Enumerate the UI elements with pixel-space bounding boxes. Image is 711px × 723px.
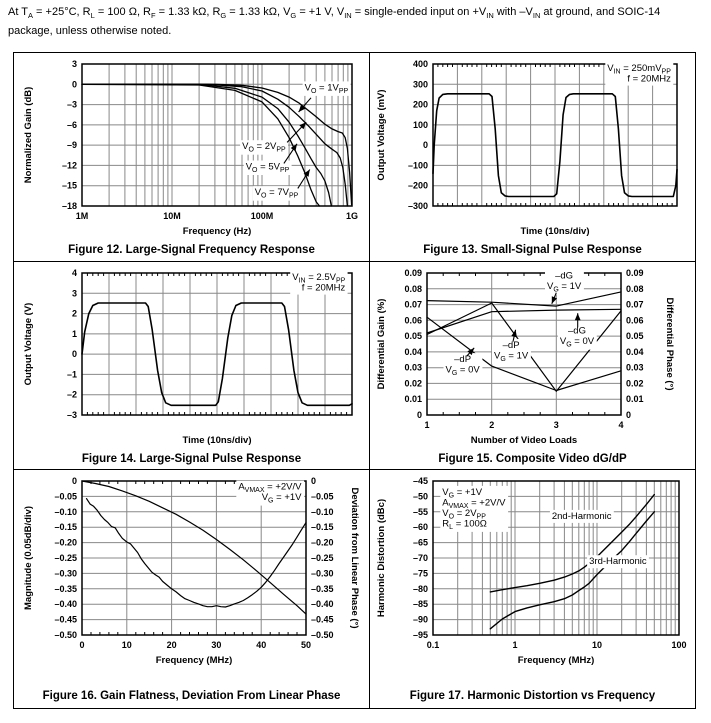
svg-text:–0.40: –0.40 <box>310 599 334 610</box>
figure-15-panel <box>370 262 695 470</box>
svg-text:Differential Gain (%): Differential Gain (%) <box>375 298 387 390</box>
svg-text:–200: –200 <box>407 180 428 191</box>
svg-text:0: 0 <box>416 410 422 420</box>
svg-text:–0.45: –0.45 <box>310 614 334 625</box>
svg-text:20: 20 <box>166 640 177 650</box>
svg-text:–100: –100 <box>407 160 428 171</box>
svg-text:–0.45: –0.45 <box>53 614 77 625</box>
svg-text:1M: 1M <box>75 211 88 221</box>
svg-text:–1: –1 <box>66 369 77 380</box>
svg-text:100M: 100M <box>250 211 273 221</box>
svg-text:–6: –6 <box>66 119 77 130</box>
svg-text:–0.50: –0.50 <box>53 630 77 640</box>
figure-13-panel <box>370 53 695 262</box>
figure-17-panel <box>370 470 695 708</box>
svg-text:VO = 7VPP: $V_O = 7V_{PP}$ <box>254 187 298 200</box>
svg-text:–dP: –dP <box>453 354 471 366</box>
svg-text:0: 0 <box>71 476 77 486</box>
svg-text:Time (10ns/div): Time (10ns/div) <box>520 226 589 237</box>
svg-text:–18: –18 <box>61 201 77 211</box>
svg-text:0.01: 0.01 <box>625 394 644 405</box>
svg-text:–dG: –dG <box>567 325 586 337</box>
svg-text:0.07: 0.07 <box>625 299 644 310</box>
svg-text:–0.10: –0.10 <box>310 506 334 517</box>
figure-12-chart <box>18 56 366 242</box>
svg-text:VIN = 2.5VPP: $V_{IN} = 2.5V_{PP}$ <box>291 272 345 285</box>
figure-12-panel <box>14 53 370 262</box>
svg-text:0.01: 0.01 <box>403 394 422 405</box>
svg-text:–15: –15 <box>61 180 77 191</box>
svg-text:300: 300 <box>412 79 428 90</box>
svg-text:Output Voltage (mV): Output Voltage (mV) <box>375 89 387 181</box>
svg-text:1: 1 <box>511 640 518 650</box>
svg-text:–75: –75 <box>412 568 428 579</box>
svg-text:30: 30 <box>210 640 221 650</box>
figure-14-panel <box>14 262 370 470</box>
svg-text:VG = +1V: $V_G = +1V$ <box>441 486 482 500</box>
svg-text:2nd-Harmonic: 2nd-Harmonic <box>551 510 612 522</box>
svg-text:VIN = 250mVPP: $V_{IN} = 250mV_{PP}$ <box>606 63 671 76</box>
svg-text:–95: –95 <box>412 630 428 640</box>
svg-text:4: 4 <box>617 420 624 430</box>
svg-text:–0.15: –0.15 <box>53 522 77 533</box>
svg-text:1G: 1G <box>345 211 358 221</box>
svg-text:–0.40: –0.40 <box>53 599 77 610</box>
svg-text:0.04: 0.04 <box>625 346 644 357</box>
svg-text:0.03: 0.03 <box>403 362 422 373</box>
svg-text:–0.05: –0.05 <box>53 491 77 502</box>
svg-text:–300: –300 <box>407 201 428 211</box>
svg-text:1: 1 <box>423 420 430 430</box>
svg-text:Output Voltage (V): Output Voltage (V) <box>22 302 34 386</box>
svg-text:Harmonic Distortion (dBc): Harmonic Distortion (dBc) <box>375 498 387 618</box>
svg-text:f = 20MHz: f = 20MHz <box>626 73 671 85</box>
svg-text:0.08: 0.08 <box>625 283 644 294</box>
svg-text:VG = 0V: $V_G = 0V$ <box>444 364 480 378</box>
svg-text:–9: –9 <box>66 140 77 151</box>
figure-16-caption: Figure 16. Gain Flatness, Deviation From Linear Phase <box>42 690 341 702</box>
svg-text:–2: –2 <box>66 389 77 400</box>
svg-text:Number of Video Loads: Number of Video Loads <box>470 435 577 446</box>
svg-text:3: 3 <box>71 288 77 299</box>
svg-text:–0.20: –0.20 <box>310 537 334 548</box>
svg-text:0.05: 0.05 <box>625 331 644 342</box>
conditions-note: At $T_A = +25^\circ C$, $R_L = 100$ Ω, $R_F = 1.33$ kΩ, $R_G = 1.33$ kΩ, $V_G = +1$ V, $V_{IN}$ = single-ended input on $+V_{IN}$ with $-V_{IN}$ at ground, and SOIC-14 package, unless otherwise noted. <box>8 6 661 37</box>
svg-text:0.08: 0.08 <box>403 283 422 294</box>
svg-text:–65: –65 <box>412 537 428 548</box>
svg-text:0: 0 <box>310 476 316 486</box>
svg-text:–0.35: –0.35 <box>310 583 334 594</box>
svg-text:–85: –85 <box>412 599 428 610</box>
svg-text:0: 0 <box>422 140 428 151</box>
svg-text:0: 0 <box>71 79 77 90</box>
svg-text:–3: –3 <box>66 99 77 110</box>
svg-text:Differential Phase (°): Differential Phase (°) <box>663 297 675 391</box>
svg-text:VO = 1VPP: $V_O = 1V_{PP}$ <box>304 82 348 95</box>
figure-13-caption: Figure 13. Small-Signal Pulse Response <box>423 244 642 256</box>
svg-text:3: 3 <box>553 420 559 430</box>
svg-text:VG = 0V: $V_G = 0V$ <box>559 336 594 349</box>
figure-13-chart <box>371 56 695 242</box>
svg-text:0.06: 0.06 <box>625 315 644 326</box>
svg-text:f = 20MHz: f = 20MHz <box>301 282 345 294</box>
svg-text:50: 50 <box>300 640 311 650</box>
svg-text:–0.25: –0.25 <box>53 553 77 563</box>
svg-text:10: 10 <box>121 640 132 650</box>
svg-text:0: 0 <box>625 410 631 420</box>
svg-text:Frequency (MHz): Frequency (MHz) <box>517 655 594 666</box>
svg-text:–12: –12 <box>61 160 77 171</box>
svg-text:–70: –70 <box>412 553 428 563</box>
svg-text:–dG: –dG <box>554 270 573 282</box>
svg-text:0.02: 0.02 <box>625 378 644 389</box>
figure-15-caption: Figure 15. Composite Video dG/dP <box>438 453 627 465</box>
svg-text:–0.30: –0.30 <box>53 568 77 579</box>
svg-text:3rd-Harmonic: 3rd-Harmonic <box>588 556 647 568</box>
svg-text:0.07: 0.07 <box>403 299 422 310</box>
svg-text:10M: 10M <box>162 211 181 221</box>
svg-text:0: 0 <box>78 640 85 650</box>
figure-14-chart <box>18 265 366 451</box>
svg-text:0.04: 0.04 <box>403 346 422 357</box>
svg-text:–55: –55 <box>412 506 428 517</box>
svg-text:0.02: 0.02 <box>403 378 422 389</box>
svg-text:Magnitude (0.05dB/div): Magnitude (0.05dB/div) <box>22 506 34 610</box>
svg-text:Frequency (Hz): Frequency (Hz) <box>182 226 251 237</box>
svg-text:VO = 2VPP: $V_O = 2V_{PP}$ <box>241 141 286 154</box>
svg-text:40: 40 <box>255 640 266 650</box>
svg-text:0.1: 0.1 <box>426 640 439 650</box>
svg-text:3: 3 <box>71 59 77 69</box>
svg-text:4: 4 <box>71 268 77 278</box>
svg-text:10: 10 <box>591 640 602 650</box>
svg-text:Normalized Gain (dB): Normalized Gain (dB) <box>22 86 34 184</box>
svg-text:–0.50: –0.50 <box>310 630 334 640</box>
svg-text:–80: –80 <box>412 583 428 594</box>
svg-text:0.05: 0.05 <box>403 331 422 342</box>
svg-text:–0.35: –0.35 <box>53 583 77 594</box>
svg-text:–0.15: –0.15 <box>310 522 334 533</box>
figure-17-caption: Figure 17. Harmonic Distortion vs Frequency <box>409 690 656 702</box>
svg-text:VO = 5VPP: $V_O = 5V_{PP}$ <box>245 161 289 174</box>
svg-text:Frequency (MHz): Frequency (MHz) <box>155 655 232 666</box>
svg-text:100: 100 <box>670 640 687 650</box>
svg-text:0: 0 <box>71 349 77 360</box>
figure-12-caption: Figure 12. Large-Signal Frequency Response <box>68 244 315 256</box>
svg-text:0.09: 0.09 <box>403 268 422 278</box>
figure-16-chart <box>18 473 366 687</box>
svg-text:–45: –45 <box>412 476 428 486</box>
svg-text:AVMAX = +2V/V: $A_{VMAX} = +2V/V$ <box>441 497 505 510</box>
svg-text:2: 2 <box>71 308 77 319</box>
svg-text:Time (10ns/div): Time (10ns/div) <box>182 435 251 446</box>
svg-text:–0.05: –0.05 <box>310 491 334 502</box>
svg-text:VG = 1V: $V_G = 1V$ <box>546 281 581 294</box>
svg-text:2: 2 <box>488 420 494 430</box>
svg-text:0.03: 0.03 <box>625 362 644 373</box>
svg-text:400: 400 <box>412 59 428 69</box>
svg-text:VG = 1V: $V_G = 1V$ <box>493 350 528 363</box>
svg-text:VG = +1V: $V_G = +1V$ <box>261 492 301 505</box>
svg-text:–0.25: –0.25 <box>310 553 334 563</box>
figure-16-panel <box>14 470 370 708</box>
svg-text:1: 1 <box>71 328 77 339</box>
figures-grid <box>13 52 696 709</box>
svg-text:–0.20: –0.20 <box>53 537 77 548</box>
svg-text:AVMAX = +2V/V: $A_{VMAX} = +2V/V$ <box>237 481 301 495</box>
svg-text:–50: –50 <box>412 491 428 502</box>
svg-text:200: 200 <box>412 99 428 110</box>
svg-text:–0.30: –0.30 <box>310 568 334 579</box>
svg-text:–90: –90 <box>412 614 428 625</box>
svg-text:–3: –3 <box>66 410 77 420</box>
svg-text:100: 100 <box>412 119 428 130</box>
svg-text:–dP: –dP <box>502 339 520 351</box>
svg-text:Deviation from Linear Phase (°: Deviation from Linear Phase (°) <box>348 487 360 629</box>
figure-17-chart <box>371 473 695 687</box>
svg-text:0.09: 0.09 <box>625 268 644 278</box>
figure-14-caption: Figure 14. Large-Signal Pulse Response <box>81 453 302 465</box>
svg-text:–60: –60 <box>412 522 428 533</box>
svg-text:0.06: 0.06 <box>403 315 422 326</box>
svg-text:VO = 2VPP: $V_O = 2V_{PP}$ <box>441 507 486 521</box>
figure-15-chart <box>371 265 695 451</box>
svg-text:RL = 100Ω: $R_L = 100\Omega$ <box>441 518 487 531</box>
svg-text:–0.10: –0.10 <box>53 506 77 517</box>
